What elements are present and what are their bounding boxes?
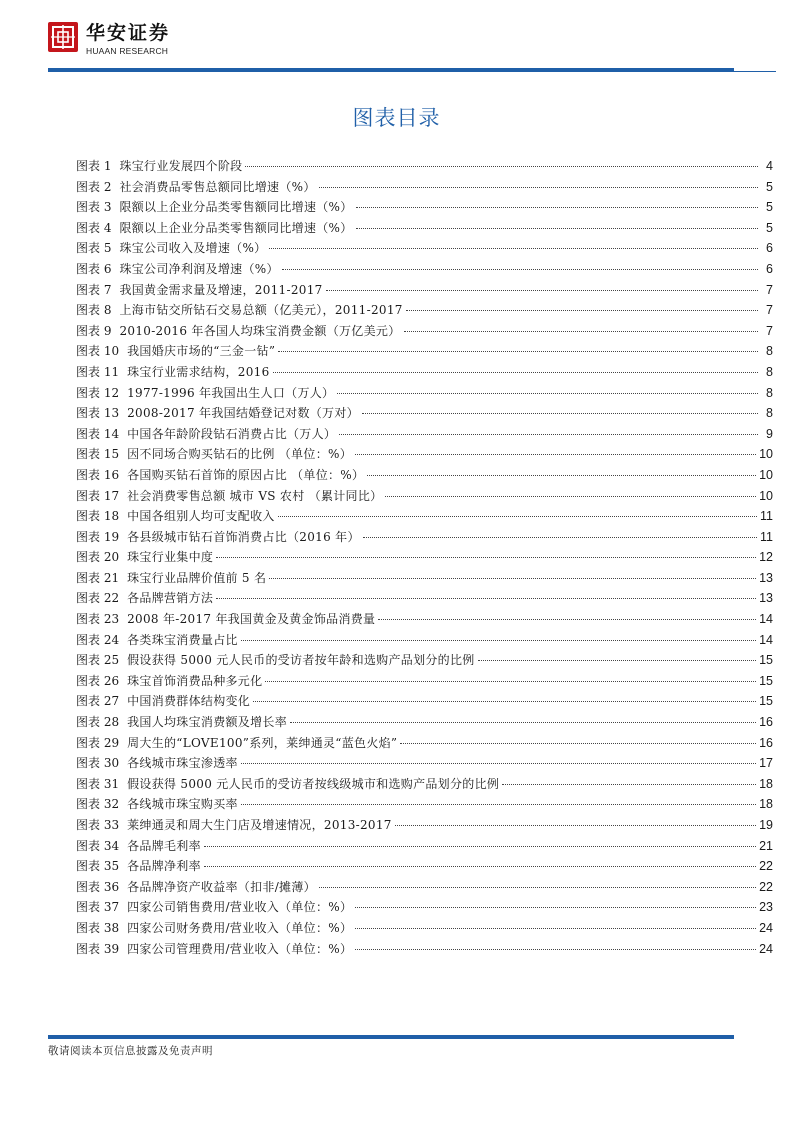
- toc-entry[interactable]: [76, 837, 773, 858]
- toc-entry-title: 各国购买钻石首饰的原因占比 （单位：%）: [127, 467, 365, 482]
- toc-entry[interactable]: [76, 631, 773, 652]
- toc-entry[interactable]: [76, 775, 773, 796]
- toc-entry-title: 限额以上企业分品类零售额同比增速（%）: [119, 220, 353, 235]
- toc-dot-leader: [385, 496, 756, 497]
- toc-entry-label: 图表 12: [76, 385, 120, 400]
- toc-entry[interactable]: [76, 651, 773, 672]
- toc-entry[interactable]: [76, 589, 773, 610]
- toc-entry-title: 中国各年龄阶段钻石消费占比（万人）: [127, 426, 337, 441]
- toc-entry-title: 各品牌净利率: [127, 859, 201, 874]
- toc-entry-label: 图表 25: [76, 653, 120, 668]
- toc-entry-page: 18: [759, 776, 773, 791]
- toc-entry-title: 我国黄金需求量及增速，2011-2017: [119, 282, 323, 297]
- toc-entry[interactable]: [76, 219, 773, 240]
- toc-entry-title: 四家公司财务费用/营业收入（单位：%）: [127, 920, 353, 935]
- toc-entry-label: 图表 21: [76, 570, 120, 585]
- toc-dot-leader: [265, 681, 756, 682]
- toc-dot-leader: [273, 372, 758, 373]
- toc-entry[interactable]: [76, 898, 773, 919]
- toc-dot-leader: [502, 784, 756, 785]
- toc-entry-page: 14: [759, 612, 773, 627]
- toc-entry-page: 7: [766, 303, 773, 318]
- toc-dot-leader: [204, 846, 756, 847]
- toc-entry-label: 图表 10: [76, 344, 120, 359]
- toc-entry[interactable]: [76, 795, 773, 816]
- toc-entry-label: 图表 3: [76, 200, 112, 215]
- toc-entry-label: 图表 14: [76, 426, 120, 441]
- toc-dot-leader: [319, 187, 758, 188]
- toc-entry-page: 17: [759, 756, 773, 771]
- toc-entry-page: 18: [759, 797, 773, 812]
- toc-dot-leader: [290, 722, 756, 723]
- toc-entry-page: 10: [759, 488, 773, 503]
- toc-entry-title: 四家公司销售费用/营业收入（单位：%）: [127, 900, 353, 915]
- toc-entry[interactable]: [76, 507, 773, 528]
- header-divider-tail: [734, 71, 776, 72]
- toc-entry-page: 15: [759, 694, 773, 709]
- toc-entry-label: 图表 27: [76, 694, 120, 709]
- toc-entry[interactable]: [76, 342, 773, 363]
- toc-entry[interactable]: [76, 548, 773, 569]
- toc-entry-label: 图表 17: [76, 488, 120, 503]
- footer-disclaimer: 敬请阅读本页信息披露及免责声明: [48, 1045, 213, 1057]
- toc-dot-leader: [395, 825, 756, 826]
- toc-entry-page: 13: [759, 570, 773, 585]
- toc-dot-leader: [241, 640, 756, 641]
- toc-dot-leader: [404, 331, 758, 332]
- toc-entry[interactable]: [76, 878, 773, 899]
- toc-dot-leader: [245, 166, 758, 167]
- toc-dot-leader: [337, 393, 758, 394]
- toc-entry-page: 16: [759, 715, 773, 730]
- toc-entry-page: 24: [759, 941, 773, 956]
- toc-entry-page: 11: [760, 529, 773, 544]
- toc-entry-page: 10: [759, 467, 773, 482]
- toc-entry-title: 限额以上企业分品类零售额同比增速（%）: [119, 200, 353, 215]
- toc-entry-title: 珠宝首饰消费品种多元化: [127, 673, 263, 688]
- toc-dot-leader: [216, 598, 756, 599]
- toc-entry-page: 24: [759, 920, 773, 935]
- toc-entry-label: 图表 35: [76, 859, 120, 874]
- header-divider: [48, 68, 734, 72]
- toc-entry-label: 图表 5: [76, 241, 112, 256]
- toc-entry-title: 各品牌毛利率: [127, 838, 201, 853]
- toc-dot-leader: [278, 351, 758, 352]
- toc-entry-title: 我国人均珠宝消费额及增长率: [127, 715, 287, 730]
- toc-dot-leader: [355, 907, 756, 908]
- toc-entry[interactable]: [76, 528, 773, 549]
- toc-dot-leader: [367, 475, 756, 476]
- toc-entry-title: 各品牌营销方法: [127, 591, 214, 606]
- toc-entry-title: 珠宝公司收入及增速（%）: [119, 241, 267, 256]
- toc-entry-label: 图表 32: [76, 797, 120, 812]
- toc-entry-label: 图表 28: [76, 715, 120, 730]
- toc-entry-title: 因不同场合购买钻石的比例 （单位：%）: [127, 447, 353, 462]
- toc-entry-title: 中国消费群体结构变化: [127, 694, 251, 709]
- toc-entry-title: 社会消费品零售总额同比增速（%）: [119, 179, 316, 194]
- toc-entry-title: 珠宝行业品牌价值前 5 名: [127, 570, 267, 585]
- toc-entry-title: 1977-1996 年我国出生人口（万人）: [127, 385, 335, 400]
- toc-entry-title: 上海市钻交所钻石交易总额（亿美元），2011-2017: [119, 303, 403, 318]
- toc-entry-page: 12: [759, 550, 773, 565]
- toc-entry-title: 各线城市珠宝购买率: [127, 797, 238, 812]
- toc-entry[interactable]: [76, 487, 773, 508]
- toc-entry-title: 假设获得 5000 元人民币的受访者按年龄和选购产品划分的比例: [127, 653, 475, 668]
- toc-entry-label: 图表 6: [76, 261, 112, 276]
- toc-entry[interactable]: [76, 734, 773, 755]
- toc-dot-leader: [241, 804, 756, 805]
- toc-entry-title: 2010-2016 年各国人均珠宝消费金额（万亿美元）: [119, 323, 401, 338]
- toc-entry-page: 10: [759, 447, 773, 462]
- table-of-figures: [76, 157, 773, 960]
- toc-entry-label: 图表 29: [76, 735, 120, 750]
- toc-entry[interactable]: [76, 239, 773, 260]
- toc-entry-page: 7: [766, 282, 773, 297]
- toc-entry-label: 图表 36: [76, 879, 120, 894]
- toc-entry-title: 各类珠宝消费量占比: [127, 632, 238, 647]
- toc-entry-title: 2008 年-2017 年我国黄金及黄金饰品消费量: [127, 612, 376, 627]
- toc-entry[interactable]: [76, 940, 773, 961]
- toc-entry-label: 图表 2: [76, 179, 112, 194]
- toc-entry-label: 图表 37: [76, 900, 120, 915]
- toc-entry-page: 4: [766, 159, 773, 173]
- toc-entry[interactable]: [76, 425, 773, 446]
- toc-entry-page: 11: [760, 509, 773, 524]
- toc-entry-label: 图表 38: [76, 920, 120, 935]
- toc-entry-title: 珠宝行业需求结构，2016: [127, 364, 270, 379]
- toc-entry-page: 13: [759, 591, 773, 606]
- toc-entry-label: 图表 20: [76, 550, 120, 565]
- toc-entry-title: 我国婚庆市场的“三金一钻”: [127, 344, 276, 359]
- toc-entry-page: 8: [766, 344, 773, 359]
- toc-entry-label: 图表 18: [76, 509, 120, 524]
- toc-dot-leader: [400, 743, 756, 744]
- toc-entry-title: 社会消费零售总额 城市 VS 农村 （累计同比）: [127, 488, 383, 503]
- toc-entry[interactable]: [76, 322, 773, 343]
- toc-dot-leader: [282, 269, 758, 270]
- toc-entry-label: 图表 30: [76, 756, 120, 771]
- toc-entry-label: 图表 1: [76, 159, 112, 173]
- toc-entry-title: 2008-2017 年我国结婚登记对数（万对）: [127, 406, 359, 421]
- toc-entry-title: 四家公司管理费用/营业收入（单位：%）: [127, 941, 353, 956]
- toc-entry[interactable]: [76, 198, 773, 219]
- toc-dot-leader: [363, 537, 757, 538]
- toc-dot-leader: [356, 207, 758, 208]
- footer-divider: [48, 1035, 734, 1039]
- toc-entry-label: 图表 31: [76, 776, 120, 791]
- toc-entry-title: 珠宝行业集中度: [127, 550, 214, 565]
- toc-dot-leader: [355, 949, 756, 950]
- toc-entry[interactable]: [76, 178, 773, 199]
- logo-text: [86, 22, 170, 56]
- toc-entry-title: 莱绅通灵和周大生门店及增速情况，2013-2017: [127, 818, 392, 832]
- toc-entry[interactable]: [76, 260, 773, 281]
- toc-dot-leader: [253, 701, 756, 702]
- toc-dot-leader: [241, 763, 756, 764]
- toc-entry-page: 14: [759, 632, 773, 647]
- toc-dot-leader: [278, 516, 757, 517]
- toc-entry-page: 22: [759, 859, 773, 874]
- toc-entry-label: 图表 16: [76, 467, 120, 482]
- toc-entry[interactable]: [76, 363, 773, 384]
- toc-entry-label: 图表 11: [76, 364, 120, 379]
- toc-dot-leader: [355, 454, 756, 455]
- toc-entry-label: 图表 4: [76, 220, 112, 235]
- toc-entry[interactable]: [76, 610, 773, 631]
- toc-entry[interactable]: [76, 569, 773, 590]
- toc-entry-label: 图表 33: [76, 818, 120, 832]
- toc-entry-page: 19: [759, 818, 773, 832]
- toc-entry[interactable]: [76, 384, 773, 405]
- company-logo: [48, 22, 170, 56]
- toc-entry-title: 珠宝公司净利润及增速（%）: [119, 261, 279, 276]
- toc-entry-page: 5: [766, 179, 773, 194]
- toc-entry-page: 9: [766, 426, 773, 441]
- toc-dot-leader: [406, 310, 758, 311]
- toc-entry-label: 图表 9: [76, 323, 112, 338]
- toc-entry[interactable]: [76, 672, 773, 693]
- toc-entry-title: 各线城市珠宝渗透率: [127, 756, 238, 771]
- toc-entry[interactable]: [76, 157, 773, 178]
- toc-dot-leader: [362, 413, 758, 414]
- toc-entry[interactable]: [76, 919, 773, 940]
- toc-entry-title: 假设获得 5000 元人民币的受访者按线级城市和选购产品划分的比例: [127, 776, 500, 791]
- toc-entry[interactable]: [76, 754, 773, 775]
- toc-entry-page: 15: [759, 653, 773, 668]
- toc-entry-title: 各品牌净资产收益率（扣非/摊薄）: [127, 879, 316, 894]
- toc-dot-leader: [339, 434, 758, 435]
- toc-dot-leader: [478, 660, 757, 661]
- toc-entry-page: 21: [759, 838, 773, 853]
- toc-entry[interactable]: [76, 713, 773, 734]
- toc-entry-label: 图表 24: [76, 632, 120, 647]
- toc-entry-page: 22: [759, 879, 773, 894]
- toc-entry[interactable]: [76, 857, 773, 878]
- toc-entry-label: 图表 7: [76, 282, 112, 297]
- toc-entry[interactable]: [76, 466, 773, 487]
- logo-english-name: HUAAN RESEARCH: [86, 46, 169, 56]
- logo-seal-icon: [48, 22, 78, 52]
- toc-entry-page: 8: [766, 406, 773, 421]
- toc-dot-leader: [269, 248, 758, 249]
- logo-chinese-name: 华安证券: [86, 22, 171, 44]
- toc-dot-leader: [216, 557, 756, 558]
- toc-dot-leader: [355, 928, 756, 929]
- toc-entry-title: 周大生的“LOVE100”系列，莱绅通灵“蓝色火焰”: [127, 735, 398, 750]
- toc-entry-label: 图表 19: [76, 529, 120, 544]
- toc-dot-leader: [378, 619, 756, 620]
- toc-entry-label: 图表 15: [76, 447, 120, 462]
- toc-entry-page: 16: [759, 735, 773, 750]
- toc-entry-label: 图表 39: [76, 941, 120, 956]
- toc-entry-label: 图表 8: [76, 303, 112, 318]
- toc-entry-title: 中国各组别人均可支配收入: [127, 509, 275, 524]
- toc-entry-page: 8: [766, 364, 773, 379]
- toc-dot-leader: [356, 228, 758, 229]
- toc-entry-title: 各县级城市钻石首饰消费占比（2016 年）: [127, 529, 360, 544]
- toc-entry-label: 图表 23: [76, 612, 120, 627]
- toc-entry[interactable]: [76, 281, 773, 302]
- toc-entry-page: 23: [759, 900, 773, 915]
- toc-entry-label: 图表 26: [76, 673, 120, 688]
- toc-entry[interactable]: [76, 816, 773, 837]
- toc-entry-label: 图表 13: [76, 406, 120, 421]
- toc-entry-title: 珠宝行业发展四个阶段: [119, 159, 243, 173]
- page-title: 图表目录: [352, 106, 441, 130]
- toc-entry-page: 15: [759, 673, 773, 688]
- toc-entry-page: 6: [766, 241, 773, 256]
- toc-entry[interactable]: [76, 301, 773, 322]
- toc-dot-leader: [319, 887, 756, 888]
- toc-dot-leader: [204, 866, 756, 867]
- toc-dot-leader: [269, 578, 756, 579]
- toc-entry-label: 图表 22: [76, 591, 120, 606]
- toc-entry[interactable]: [76, 445, 773, 466]
- toc-entry-page: 8: [766, 385, 773, 400]
- toc-entry-label: 图表 34: [76, 838, 120, 853]
- toc-dot-leader: [326, 290, 758, 291]
- toc-entry-page: 5: [766, 200, 773, 215]
- toc-entry-page: 7: [766, 323, 773, 338]
- toc-entry[interactable]: [76, 404, 773, 425]
- toc-entry[interactable]: [76, 692, 773, 713]
- toc-entry-page: 5: [766, 220, 773, 235]
- toc-entry-page: 6: [766, 261, 773, 276]
